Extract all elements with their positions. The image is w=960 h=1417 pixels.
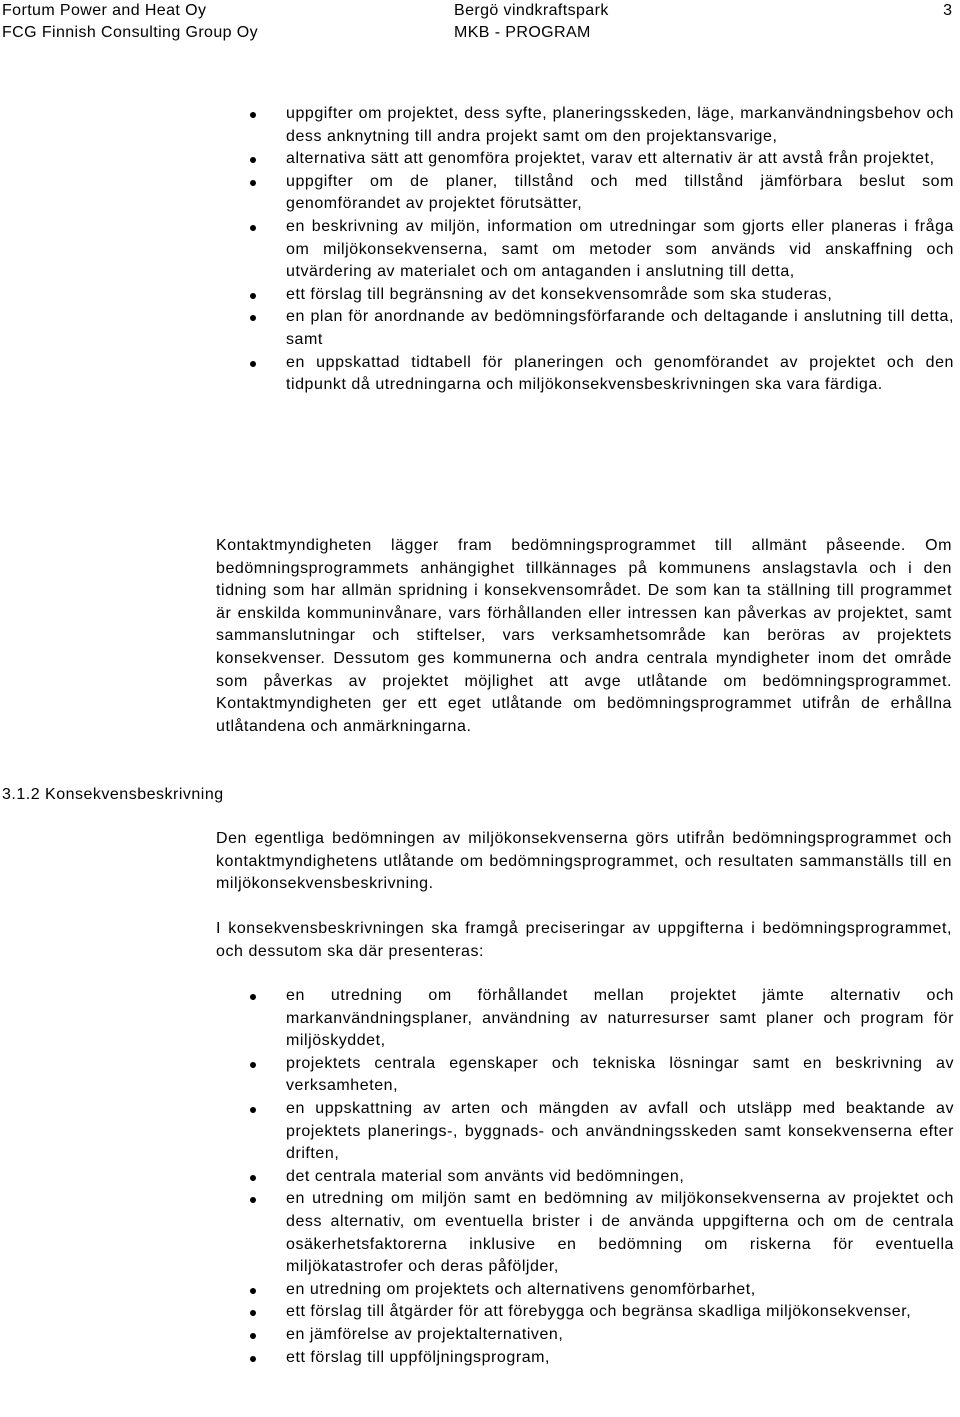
list-item: en jämförelse av projektalternativen, — [286, 1324, 954, 1347]
header-middle — [454, 0, 609, 44]
list-item: en utredning om förhållandet mellan projektet jämte alternativ och markanvändningsplaner, användning av naturresurser samt planer och program för miljöskyddet, — [286, 985, 954, 1053]
program-contents-list — [286, 103, 954, 397]
list-item: ett förslag till åtgärder för att förebygga och begränsa skadliga miljökonsekvenser, — [286, 1301, 954, 1324]
list-item: en beskrivning av miljön, information om utredningar som gjorts eller planeras i fråga om miljökonsekvenserna, samt om metoder som används vid anskaffning och utvärdering av materialet och om antaganden i anslutning till detta, — [286, 216, 954, 284]
list-item: en utredning om projektets och alternativens genomförbarhet, — [286, 1279, 954, 1302]
list-item: uppgifter om projektet, dess syfte, planeringsskeden, läge, markanvändningsbehov och dess anknytning till andra projekt samt om den projektansvarige, — [286, 103, 954, 148]
header-company: Fortum Power and Heat Oy — [2, 2, 207, 19]
list-item: uppgifter om de planer, tillstånd och med tillstånd jämförbara beslut som genomförandet av projektet förutsätter, — [286, 171, 954, 216]
list-item: projektets centrala egenskaper och tekniska lösningar samt en beskrivning av verksamheten, — [286, 1053, 954, 1098]
list-item: en uppskattad tidtabell för planeringen och genomförandet av projektet och den tidpunkt då utredningarna och miljökonsekvensbeskrivningen ska vara färdiga. — [286, 352, 954, 397]
list-item: en plan för anordnande av bedömningsförfarande och deltagande i anslutning till detta, samt — [286, 306, 954, 351]
paragraph-public-display: Kontaktmyndigheten lägger fram bedömningsprogrammet till allmänt påseende. Om bedömningsprogrammets anhängighet tillkännages på kommunens anslagstavla och i den tidning som har allmän spridning i konsekvensområdet. De som kan ta ställning till programmet är enskilda kommuninvånare, vars förhållanden eller intressen kan påverkas av projektet, samt sammanslutningar och stiftelser, vars verksamhetsområde kan beröras av projektets konsekvenser. Dessutom ges kommunerna och andra centrala myndigheter inom det område som påverkas av projektet möjlighet att avge utlåtande om bedömningsprogrammet. Kontaktmyndigheten ger ett eget utlåtande om bedömningsprogrammet utifrån de erhållna utlåtandena och anmärkningarna. — [216, 537, 952, 735]
description-contents-list — [286, 985, 954, 1369]
paragraph-assessment: Den egentliga bedömningen av miljökonsekvenserna görs utifrån bedömningsprogrammet och kontaktmyndighetens utlåtande om bedömningsprogrammet, och resultaten sammanställs till en miljökonsekvensbeskrivning. — [216, 830, 952, 893]
header-left — [2, 0, 258, 44]
list-item: en uppskattning av arten och mängden av avfall och utsläpp med beaktande av projektets planerings-, byggnads- och användningsskeden samt konsekvenserna efter driften, — [286, 1098, 954, 1166]
section-heading: 3.1.2 Konsekvensbeskrivning — [2, 786, 224, 803]
list-item: ett förslag till begränsning av det konsekvensområde som ska studeras, — [286, 284, 954, 307]
list-item: en utredning om miljön samt en bedömning av miljökonsekvenserna av projektet och dess alternativ, om eventuella brister i de använda uppgifterna och om de centrala osäkerhetsfaktorerna inklusive en bedömning om riskerna för eventuella miljökatastrofer och deras påföljder, — [286, 1188, 954, 1278]
list-item: det centrala material som använts vid bedömningen, — [286, 1166, 954, 1189]
header-document-type: MKB - PROGRAM — [454, 24, 591, 41]
list-item: alternativa sätt att genomföra projektet, varav ett alternativ är att avstå från projektet, — [286, 148, 954, 171]
paragraph-description-intro: I konsekvensbeskrivningen ska framgå preciseringar av uppgifterna i bedömningsprogrammet, och dessutom ska där presenteras: — [216, 920, 952, 960]
header-consultant: FCG Finnish Consulting Group Oy — [2, 24, 259, 41]
list-item: ett förslag till uppföljningsprogram, — [286, 1347, 954, 1370]
page-number: 3 — [943, 2, 952, 19]
header-project: Bergö vindkraftspark — [454, 2, 609, 19]
